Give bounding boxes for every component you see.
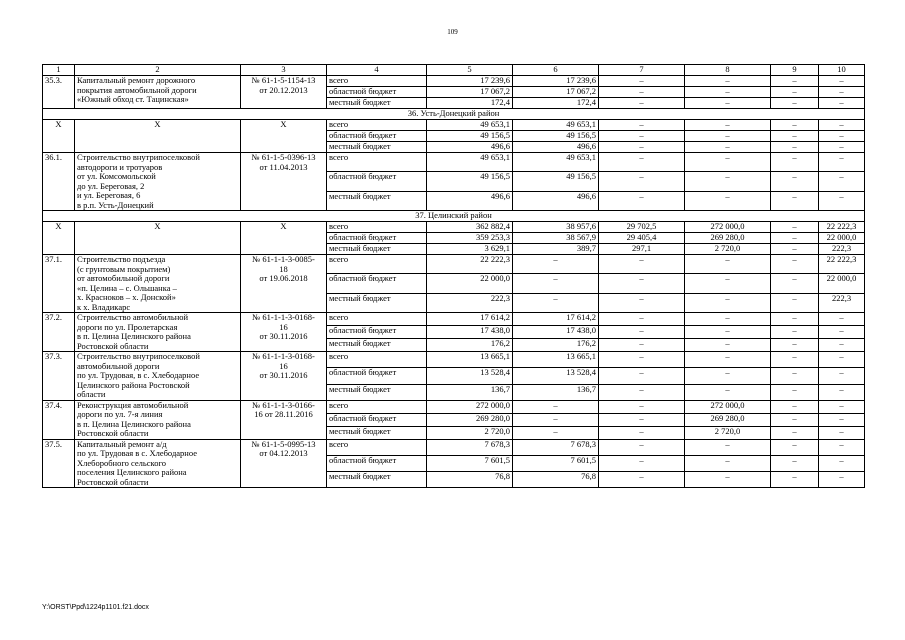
- item-name: Строительство подъезда (с грунтовым покрытием) от автомобильной дороги «п. Целина – с. Ольшанка – х. Красноков – х. Донской» к х. Владикарс: [75, 255, 241, 313]
- amount-cell: 7 601,5: [513, 456, 599, 472]
- amount-cell: –: [599, 456, 685, 472]
- header-cell: 4: [327, 65, 427, 76]
- amount-cell: –: [599, 326, 685, 339]
- amount-cell: 17 067,2: [427, 87, 513, 98]
- amount-cell: –: [685, 339, 771, 352]
- amount-cell: –: [771, 339, 819, 352]
- amount-cell: –: [771, 384, 819, 400]
- amount-cell: –: [685, 274, 771, 293]
- amount-cell: 29 702,5: [599, 222, 685, 233]
- amount-cell: 389,7: [513, 244, 599, 255]
- funding-source: местный бюджет: [327, 244, 427, 255]
- item-document: Х: [241, 120, 327, 153]
- footer-file-path: Y:\ORST\Ppd\1224p1101.f21.docx: [42, 604, 149, 611]
- amount-cell: 49 156,5: [513, 172, 599, 191]
- amount-cell: –: [599, 339, 685, 352]
- amount-cell: –: [685, 142, 771, 153]
- amount-cell: 76,8: [427, 472, 513, 488]
- table-row: [43, 76, 865, 87]
- amount-cell: –: [599, 426, 685, 439]
- amount-cell: 362 882,4: [427, 222, 513, 233]
- amount-cell: –: [771, 142, 819, 153]
- amount-cell: –: [685, 76, 771, 87]
- amount-cell: –: [771, 153, 819, 172]
- amount-cell: –: [819, 472, 865, 488]
- funding-source: областной бюджет: [327, 172, 427, 191]
- amount-cell: 17 239,6: [427, 76, 513, 87]
- amount-cell: 22 000,0: [819, 233, 865, 244]
- amount-cell: –: [819, 339, 865, 352]
- amount-cell: 29 405,4: [599, 233, 685, 244]
- amount-cell: –: [771, 233, 819, 244]
- amount-cell: –: [599, 131, 685, 142]
- amount-cell: –: [685, 472, 771, 488]
- amount-cell: –: [685, 98, 771, 109]
- item-name: Капитальный ремонт а/д по ул. Трудовая в с. Хлебодарное Хлеборобного сельского поселения Целинского района Ростовской области: [75, 439, 241, 488]
- funding-source: всего: [327, 313, 427, 326]
- funding-source: всего: [327, 255, 427, 274]
- amount-cell: –: [513, 274, 599, 293]
- amount-cell: –: [685, 120, 771, 131]
- amount-cell: 496,6: [427, 191, 513, 210]
- amount-cell: –: [771, 191, 819, 210]
- funding-source: всего: [327, 153, 427, 172]
- amount-cell: –: [771, 87, 819, 98]
- header-cell: 8: [685, 65, 771, 76]
- amount-cell: 13 528,4: [427, 368, 513, 384]
- amount-cell: 136,7: [513, 384, 599, 400]
- funding-source: всего: [327, 120, 427, 131]
- header-cell: 3: [241, 65, 327, 76]
- item-number: 36.1.: [43, 153, 75, 211]
- table-row: [43, 313, 865, 326]
- funding-source: всего: [327, 352, 427, 368]
- funding-source: всего: [327, 439, 427, 455]
- amount-cell: –: [685, 87, 771, 98]
- amount-cell: 17 438,0: [513, 326, 599, 339]
- amount-cell: 49 653,1: [513, 153, 599, 172]
- table-row: [43, 222, 865, 233]
- amount-cell: –: [819, 326, 865, 339]
- amount-cell: –: [771, 172, 819, 191]
- amount-cell: 49 653,1: [427, 120, 513, 131]
- table-row: [43, 255, 865, 274]
- header-cell: 6: [513, 65, 599, 76]
- funding-source: областной бюджет: [327, 131, 427, 142]
- amount-cell: –: [599, 384, 685, 400]
- table-row: [43, 120, 865, 131]
- funding-source: местный бюджет: [327, 191, 427, 210]
- amount-cell: –: [685, 313, 771, 326]
- amount-cell: –: [819, 120, 865, 131]
- amount-cell: –: [819, 384, 865, 400]
- amount-cell: –: [771, 98, 819, 109]
- amount-cell: –: [599, 120, 685, 131]
- amount-cell: –: [599, 413, 685, 426]
- amount-cell: 7 601,5: [427, 456, 513, 472]
- amount-cell: 3 629,1: [427, 244, 513, 255]
- amount-cell: 269 280,0: [685, 233, 771, 244]
- amount-cell: –: [771, 352, 819, 368]
- amount-cell: –: [685, 191, 771, 210]
- amount-cell: –: [685, 255, 771, 274]
- item-number: 37.3.: [43, 352, 75, 401]
- amount-cell: 49 653,1: [427, 153, 513, 172]
- amount-cell: –: [513, 255, 599, 274]
- amount-cell: –: [685, 368, 771, 384]
- amount-cell: –: [513, 413, 599, 426]
- item-name: Капитальный ремонт дорожного покрытия автомобильной дороги «Южный обход ст. Тацинская»: [75, 76, 241, 109]
- item-name: Реконструкция автомобильной дороги по ул. 7-я линия в п. Целина Целинского района Ростовской области: [75, 400, 241, 439]
- amount-cell: –: [771, 255, 819, 274]
- item-name: Строительство автомобильной дороги по ул. Пролетарская в п. Целина Целинского района Ростовской области: [75, 313, 241, 352]
- amount-cell: 22 222,3: [819, 255, 865, 274]
- amount-cell: –: [819, 426, 865, 439]
- amount-cell: –: [599, 172, 685, 191]
- table-row: [43, 439, 865, 455]
- amount-cell: –: [819, 456, 865, 472]
- amount-cell: –: [819, 153, 865, 172]
- amount-cell: –: [819, 98, 865, 109]
- amount-cell: –: [513, 400, 599, 413]
- item-number: Х: [43, 222, 75, 255]
- item-number: Х: [43, 120, 75, 153]
- amount-cell: 22 000,0: [427, 274, 513, 293]
- amount-cell: 269 280,0: [685, 413, 771, 426]
- amount-cell: –: [599, 439, 685, 455]
- amount-cell: –: [685, 456, 771, 472]
- amount-cell: 17 614,2: [513, 313, 599, 326]
- amount-cell: –: [599, 76, 685, 87]
- item-number: 37.5.: [43, 439, 75, 488]
- amount-cell: 7 678,3: [513, 439, 599, 455]
- amount-cell: 272 000,0: [685, 400, 771, 413]
- amount-cell: 7 678,3: [427, 439, 513, 455]
- amount-cell: 222,3: [427, 293, 513, 312]
- amount-cell: 17 614,2: [427, 313, 513, 326]
- funding-source: местный бюджет: [327, 142, 427, 153]
- amount-cell: 38 957,6: [513, 222, 599, 233]
- amount-cell: –: [819, 172, 865, 191]
- amount-cell: 13 665,1: [427, 352, 513, 368]
- amount-cell: –: [771, 472, 819, 488]
- amount-cell: 269 280,0: [427, 413, 513, 426]
- funding-source: областной бюджет: [327, 274, 427, 293]
- amount-cell: –: [599, 368, 685, 384]
- amount-cell: 17 239,6: [513, 76, 599, 87]
- funding-source: областной бюджет: [327, 87, 427, 98]
- amount-cell: 22 000,0: [819, 274, 865, 293]
- amount-cell: –: [599, 274, 685, 293]
- item-document: № 61-1-1-3-0168- 16 от 30.11.2016: [241, 352, 327, 401]
- funding-source: областной бюджет: [327, 368, 427, 384]
- amount-cell: 176,2: [427, 339, 513, 352]
- amount-cell: –: [819, 352, 865, 368]
- funding-source: областной бюджет: [327, 413, 427, 426]
- section-title-row: [43, 211, 865, 222]
- amount-cell: 22 222,3: [427, 255, 513, 274]
- amount-cell: –: [599, 352, 685, 368]
- item-number: 35.3.: [43, 76, 75, 109]
- amount-cell: –: [819, 142, 865, 153]
- section-title: 36. Усть-Донецкий район: [43, 109, 865, 120]
- amount-cell: –: [513, 426, 599, 439]
- amount-cell: –: [771, 439, 819, 455]
- funding-source: местный бюджет: [327, 98, 427, 109]
- header-cell: 9: [771, 65, 819, 76]
- item-name: Х: [75, 222, 241, 255]
- amount-cell: –: [599, 98, 685, 109]
- amount-cell: –: [819, 131, 865, 142]
- amount-cell: –: [771, 456, 819, 472]
- amount-cell: 22 222,3: [819, 222, 865, 233]
- budget-table: [42, 64, 865, 488]
- item-name: Строительство внутрипоселковой автодороги и тротуаров от ул. Комсомольской до ул. Береговая, 2 и ул. Береговая, 6 в р.п. Усть-Донецкий: [75, 153, 241, 211]
- amount-cell: –: [771, 274, 819, 293]
- amount-cell: –: [771, 222, 819, 233]
- amount-cell: –: [599, 153, 685, 172]
- amount-cell: 172,4: [427, 98, 513, 109]
- funding-source: всего: [327, 400, 427, 413]
- table-row: [43, 352, 865, 368]
- amount-cell: 38 567,9: [513, 233, 599, 244]
- amount-cell: –: [685, 172, 771, 191]
- amount-cell: –: [819, 368, 865, 384]
- amount-cell: 76,8: [513, 472, 599, 488]
- item-name: Х: [75, 120, 241, 153]
- amount-cell: –: [599, 142, 685, 153]
- amount-cell: 222,3: [819, 244, 865, 255]
- amount-cell: –: [685, 384, 771, 400]
- item-document: № 61-1-1-3-0166- 16 от 28.11.2016: [241, 400, 327, 439]
- amount-cell: –: [819, 87, 865, 98]
- funding-source: областной бюджет: [327, 233, 427, 244]
- amount-cell: 2 720,0: [427, 426, 513, 439]
- amount-cell: 49 156,5: [513, 131, 599, 142]
- amount-cell: 17 438,0: [427, 326, 513, 339]
- amount-cell: –: [819, 439, 865, 455]
- funding-source: местный бюджет: [327, 384, 427, 400]
- amount-cell: 13 665,1: [513, 352, 599, 368]
- section-title: 37. Целинский район: [43, 211, 865, 222]
- amount-cell: –: [599, 191, 685, 210]
- amount-cell: 359 253,3: [427, 233, 513, 244]
- amount-cell: –: [771, 293, 819, 312]
- amount-cell: –: [599, 313, 685, 326]
- item-document: Х: [241, 222, 327, 255]
- item-document: № 61-1-5-0995-13 от 04.12.2013: [241, 439, 327, 488]
- amount-cell: –: [599, 255, 685, 274]
- amount-cell: –: [819, 313, 865, 326]
- amount-cell: 222,3: [819, 293, 865, 312]
- funding-source: всего: [327, 222, 427, 233]
- amount-cell: 496,6: [513, 191, 599, 210]
- amount-cell: –: [771, 400, 819, 413]
- funding-source: местный бюджет: [327, 293, 427, 312]
- amount-cell: 17 067,2: [513, 87, 599, 98]
- amount-cell: –: [599, 87, 685, 98]
- item-number: 37.2.: [43, 313, 75, 352]
- funding-source: областной бюджет: [327, 326, 427, 339]
- amount-cell: 496,6: [513, 142, 599, 153]
- amount-cell: 2 720,0: [685, 426, 771, 439]
- funding-source: областной бюджет: [327, 456, 427, 472]
- table-row: [43, 400, 865, 413]
- amount-cell: –: [685, 153, 771, 172]
- amount-cell: 272 000,0: [427, 400, 513, 413]
- header-cell: 7: [599, 65, 685, 76]
- amount-cell: 176,2: [513, 339, 599, 352]
- amount-cell: 49 156,5: [427, 131, 513, 142]
- amount-cell: –: [771, 368, 819, 384]
- amount-cell: 2 720,0: [685, 244, 771, 255]
- amount-cell: –: [771, 326, 819, 339]
- amount-cell: –: [599, 293, 685, 312]
- section-title-row: [43, 109, 865, 120]
- amount-cell: –: [819, 76, 865, 87]
- amount-cell: –: [771, 413, 819, 426]
- amount-cell: –: [685, 131, 771, 142]
- table-row: [43, 153, 865, 172]
- amount-cell: –: [819, 413, 865, 426]
- amount-cell: 172,4: [513, 98, 599, 109]
- item-document: № 61-1-5-0396-13 от 11.04.2013: [241, 153, 327, 211]
- item-document: № 61-1-5-1154-13 от 20.12.2013: [241, 76, 327, 109]
- amount-cell: –: [599, 400, 685, 413]
- header-cell: 5: [427, 65, 513, 76]
- amount-cell: –: [513, 293, 599, 312]
- amount-cell: 49 653,1: [513, 120, 599, 131]
- amount-cell: –: [771, 120, 819, 131]
- funding-source: местный бюджет: [327, 472, 427, 488]
- amount-cell: –: [771, 131, 819, 142]
- amount-cell: –: [685, 326, 771, 339]
- amount-cell: –: [819, 400, 865, 413]
- amount-cell: –: [771, 244, 819, 255]
- amount-cell: 496,6: [427, 142, 513, 153]
- header-cell: 10: [819, 65, 865, 76]
- amount-cell: 136,7: [427, 384, 513, 400]
- amount-cell: –: [599, 472, 685, 488]
- amount-cell: –: [819, 191, 865, 210]
- funding-source: всего: [327, 76, 427, 87]
- amount-cell: –: [685, 352, 771, 368]
- item-name: Строительство внутрипоселковой автомобильной дороги по ул. Трудовая, в с. Хлебодарное Целинского района Ростовской области: [75, 352, 241, 401]
- amount-cell: 272 000,0: [685, 222, 771, 233]
- page-number: 109: [447, 28, 458, 36]
- funding-source: местный бюджет: [327, 426, 427, 439]
- item-document: № 61-1-1-3-0085- 18 от 19.06.2018: [241, 255, 327, 313]
- amount-cell: –: [685, 293, 771, 312]
- amount-cell: –: [771, 426, 819, 439]
- amount-cell: –: [771, 313, 819, 326]
- header-cell: 2: [75, 65, 241, 76]
- funding-source: местный бюджет: [327, 339, 427, 352]
- amount-cell: –: [685, 439, 771, 455]
- header-cell: 1: [43, 65, 75, 76]
- amount-cell: 13 528,4: [513, 368, 599, 384]
- amount-cell: 297,1: [599, 244, 685, 255]
- item-document: № 61-1-1-3-0168- 16 от 30.11.2016: [241, 313, 327, 352]
- header-row: [43, 65, 865, 76]
- item-number: 37.1.: [43, 255, 75, 313]
- amount-cell: 49 156,5: [427, 172, 513, 191]
- item-number: 37.4.: [43, 400, 75, 439]
- amount-cell: –: [771, 76, 819, 87]
- table-body: [43, 65, 865, 488]
